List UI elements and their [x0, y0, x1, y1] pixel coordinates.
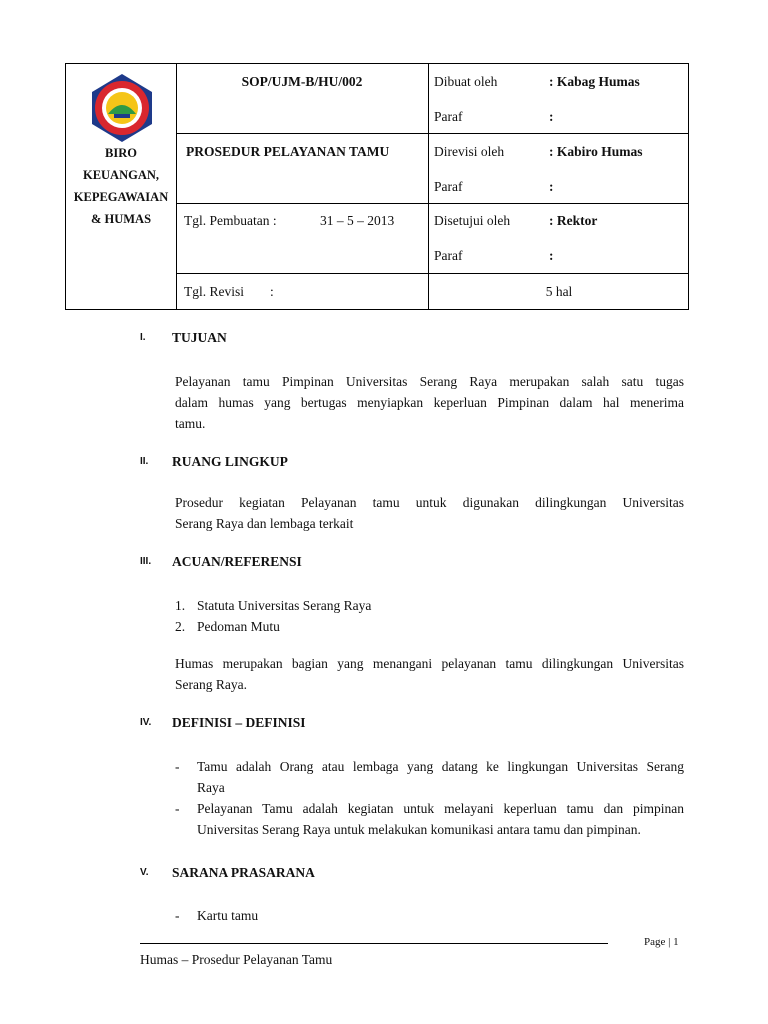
made-by-value: : Kabag Humas: [549, 74, 640, 89]
paraf-label: Paraf: [434, 109, 463, 124]
university-seal-icon: [86, 72, 158, 144]
paraf-label: Paraf: [434, 179, 463, 194]
paraf-value: :: [549, 248, 554, 263]
unit-line: BIRO: [105, 146, 137, 160]
row-divider: [176, 133, 688, 134]
section-title: RUANG LINGKUP: [172, 454, 288, 469]
section-title: TUJUAN: [172, 330, 227, 345]
made-by-label: Dibuat oleh: [434, 74, 498, 89]
section-paragraph: [175, 371, 684, 434]
approved-by-label: Disetujui oleh: [434, 213, 511, 228]
list-marker: -: [175, 759, 180, 774]
definition-text: [197, 756, 684, 798]
section-number: V.: [140, 867, 149, 878]
list-marker: 1.: [175, 598, 186, 613]
paragraph-line: Pelayanan tamu Pimpinan Universitas Serang Raya merupakan salah satu tugas: [175, 374, 684, 389]
sop-header-table: [65, 63, 689, 310]
list-marker: 2.: [175, 619, 186, 634]
revised-by-value: : Kabiro Humas: [549, 144, 643, 159]
reference-text: Statuta Universitas Serang Raya: [197, 598, 372, 613]
paragraph-line: Humas merupakan bagian yang menangani pelayanan tamu dilingkungan Universitas: [175, 656, 684, 671]
section-paragraph: [175, 492, 684, 534]
revised-by-label: Direvisi oleh: [434, 144, 505, 159]
paragraph-line: Prosedur kegiatan Pelayanan tamu untuk digunakan dilingkungan Universitas: [175, 495, 684, 510]
paragraph-line: dalam humas yang bertugas menyiapkan keperluan Pimpinan dalam hal menerima: [175, 395, 684, 410]
section-number: I.: [140, 332, 146, 343]
paragraph-line: tamu.: [175, 416, 206, 431]
paraf-label: Paraf: [434, 248, 463, 263]
paraf-value: :: [549, 179, 554, 194]
document-title: PROSEDUR PELAYANAN TAMU: [186, 144, 390, 159]
definition-text: [197, 798, 684, 840]
list-marker: -: [175, 908, 180, 923]
document-code: SOP/UJM-B/HU/002: [241, 74, 363, 89]
revision-date-label: Tgl. Revisi: [184, 284, 244, 299]
page-number: Page | 1: [644, 936, 679, 948]
unit-line: KEUANGAN,: [82, 168, 160, 182]
paragraph-line: Serang Raya.: [175, 677, 247, 692]
definition-line: Universitas Serang Raya untuk melakukan komunikasi antara tamu dan pimpinan.: [197, 822, 641, 837]
definition-line: Raya: [197, 780, 225, 795]
approved-by-value: : Rektor: [549, 213, 598, 228]
created-date-value: 31 – 5 – 2013: [320, 213, 395, 228]
page-count: 5 hal: [545, 284, 573, 299]
reference-text: Pedoman Mutu: [197, 619, 280, 634]
unit-line: KEPEGAWAIAN: [73, 190, 169, 204]
paraf-value: :: [549, 109, 554, 124]
facility-text: Kartu tamu: [197, 908, 259, 923]
revision-date-separator: :: [270, 284, 274, 299]
section-number: IV.: [140, 717, 152, 728]
footer-title: Humas – Prosedur Pelayanan Tamu: [140, 952, 333, 967]
footer-rule: [140, 943, 608, 944]
row-divider: [176, 273, 688, 274]
section-paragraph: [175, 653, 684, 695]
section-title: DEFINISI – DEFINISI: [172, 715, 306, 730]
definition-line: Pelayanan Tamu adalah kegiatan untuk melayani keperluan tamu dan pimpinan: [197, 801, 684, 816]
paragraph-line: Serang Raya dan lembaga terkait: [175, 516, 354, 531]
section-number: III.: [140, 556, 152, 567]
definition-line: Tamu adalah Orang atau lembaga yang datang ke lingkungan Universitas Serang: [197, 759, 684, 774]
row-divider: [176, 203, 688, 204]
unit-line: & HUMAS: [90, 212, 152, 226]
section-title: ACUAN/REFERENSI: [172, 554, 302, 569]
section-title: SARANA PRASARANA: [172, 865, 315, 880]
section-number: II.: [140, 456, 149, 467]
created-date-label: Tgl. Pembuatan :: [184, 213, 277, 228]
list-marker: -: [175, 801, 180, 816]
unit-name: [66, 142, 176, 230]
